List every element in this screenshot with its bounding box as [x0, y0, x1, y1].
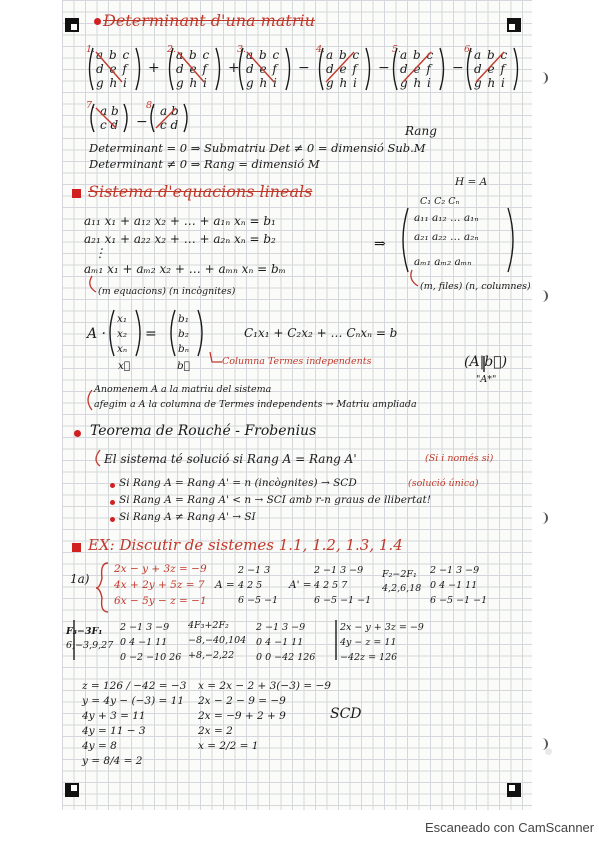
matrix-row: 0 0 −42 126 [256, 652, 316, 663]
matrix-row: 2 −1 3 −9 [256, 622, 306, 633]
solution-step: 4y = 8 [82, 740, 117, 752]
matrix-row: 0 4 −1 11 [430, 580, 478, 591]
det-matrix-row: a b c [326, 48, 361, 62]
det-matrix-row: d e f [400, 62, 432, 76]
solution-step: 2x − 2 − 9 = −9 [198, 695, 286, 707]
a-star-label: "A*" [476, 374, 497, 385]
det-sign: − [298, 60, 310, 76]
exercise-label: 1a) [70, 572, 90, 586]
system-equation-3: 6x − 5y − z = −1 [114, 595, 207, 607]
system-size-note: (m equacions) (n incògnites) [98, 286, 236, 297]
det-sign: + [228, 60, 240, 76]
term-number: 3. [237, 44, 247, 55]
det-matrix-row: g h i [474, 76, 506, 90]
rouche-unique-note: (solució única) [408, 478, 479, 489]
det-matrix-row: g h i [176, 76, 208, 90]
det2x2-row: c d [100, 118, 119, 132]
matrix-row: 2 −1 3 −9 [120, 622, 170, 633]
term-number: 8. [146, 100, 156, 111]
section-title-determinant: Determinant d'una matriu [103, 11, 315, 30]
det-matrix-row: g h i [326, 76, 358, 90]
matrix-row: 6 −5 −1 −1 [430, 595, 488, 606]
vector-x-entries: x₁ x₂ xₙ [117, 313, 128, 355]
det-matrix-row: d e f [176, 62, 208, 76]
equation-row-1: a₁₁ x₁ + a₁₂ x₂ + … + a₁ₙ xₙ = b₁ [84, 214, 276, 228]
rouche-iff-note: (Si i només si) [425, 453, 494, 464]
term-number: 2. [167, 44, 177, 55]
matrix-columns-label: C₁ C₂ Cₙ [420, 196, 460, 207]
system-row: 2x − y + 3z = −9 [340, 622, 424, 633]
solution-step: x = 2x − 2 + 3(−3) = −9 [198, 680, 331, 692]
augmented-matrix-label: (A|b⃗) [464, 354, 508, 370]
rouche-case-scd: Si Rang A = Rang A' = n (incògnites) → SCD [119, 477, 357, 489]
coef-matrix-row-1: a₁₁ a₁₂ … a₁ₙ [414, 212, 479, 224]
det-sign: − [378, 60, 390, 76]
term-number: 1. [86, 44, 96, 55]
matrix-row: 6 −5 −1 [238, 595, 279, 606]
system-row: 4y − z = 11 [340, 637, 397, 648]
matrix-row: 0 4 −1 11 [120, 637, 168, 648]
system-equation-2: 4x + 2y + 5z = 7 [114, 579, 205, 591]
equation-row-m: aₘ₁ x₁ + aₘ₂ x₂ + … + aₘₙ xₙ = bₘ [84, 262, 287, 276]
det-matrix-row: a b c [400, 48, 435, 62]
det-matrix-row: g h i [246, 76, 278, 90]
det-matrix-row: d e f [474, 62, 506, 76]
matrix-row: 4 2 5 7 [314, 580, 348, 591]
rang-label: Rang [405, 124, 437, 138]
row-op-1: F₂−2F₁ [382, 569, 417, 580]
matrix-row: 0 −2 −10 26 [120, 652, 182, 663]
result-label: SCD [330, 706, 362, 722]
matrix-ap-eq-label: A' = [289, 579, 312, 591]
matrix-row: 2 −1 3 −9 [314, 565, 364, 576]
solution-step: 2x = 2 [198, 725, 233, 737]
vector-b-entries: b₁ b₂ bₙ [178, 313, 189, 355]
term-number: 5. [392, 44, 402, 55]
solution-step: z = 126 / −42 = −3 [82, 680, 187, 692]
det-matrix-row: a b c [474, 48, 509, 62]
det-matrix-row: d e f [96, 62, 128, 76]
matrix-size-note: (m, files) (n, columnes) [420, 281, 531, 292]
implies-arrow: ⇒ [374, 236, 386, 252]
rouche-statement: El sistema té solució si Rang A = Rang A' [104, 452, 357, 466]
matrix-row: 4 2 5 [238, 580, 263, 591]
det-matrix-row: a b c [176, 48, 211, 62]
row-op-3-values-b: +8,−2,22 [188, 650, 235, 661]
matrix-row: 6 −5 −1 −1 [314, 595, 372, 606]
matrix-row: 0 4 −1 11 [256, 637, 304, 648]
section-title-systems: Sistema d'equacions lineals [88, 182, 313, 201]
vector-b-name: b⃗ [177, 360, 191, 372]
det-matrix-row: g h i [96, 76, 128, 90]
naming-line-2: afegim a A la columna de Termes independents → Matriu ampliada [94, 399, 417, 410]
matrix-heading-a: H = A [455, 176, 488, 188]
determinant-line-2: Determinant ≠ 0 ⇒ Rang = dimensió M [89, 157, 320, 171]
det-matrix-row: a b c [246, 48, 281, 62]
system-row: −42z = 126 [340, 652, 398, 663]
solution-step: 4y + 3 = 11 [82, 710, 146, 722]
row-op-1-values: 4,2,6,18 [382, 583, 422, 594]
row-op-3-values: −8,−40,104 [188, 635, 247, 646]
linear-combination: C₁x₁ + C₂x₂ + … Cₙxₙ = b [244, 326, 398, 340]
det-matrix-row: d e f [326, 62, 358, 76]
section-title-exercise: EX: Discutir de sistemes 1.1, 1.2, 1.3, 1.4 [88, 536, 403, 554]
naming-line-1: Anomenem A a la matriu del sistema [94, 384, 272, 395]
solution-step: y = 8/4 = 2 [82, 755, 143, 767]
system-equation-1: 2x − y + 3z = −9 [114, 563, 207, 575]
coef-matrix-row-3: aₘ₁ aₘ₂ aₘₙ [414, 256, 472, 268]
solution-step: 4y = 11 − 3 [82, 725, 146, 737]
det-matrix-row: g h i [400, 76, 432, 90]
term-number: 6. [464, 44, 474, 55]
determinant-line-1: Determinant = 0 ⇒ Submatriu Det ≠ 0 = dimensió Sub.M [89, 141, 426, 155]
equals-sign: = [145, 326, 157, 342]
matrix-a-label: A · [87, 326, 107, 342]
solution-step: 2x = −9 + 2 + 9 [198, 710, 286, 722]
solution-step: x = 2/2 = 1 [198, 740, 259, 752]
section-title-rouche: Teorema de Rouché - Frobenius [90, 423, 317, 439]
matrix-a-eq-label: A = [215, 579, 235, 591]
row-op-3: 4F₃+2F₂ [188, 620, 229, 631]
det2x2-row: c d [160, 118, 179, 132]
matrix-row: 2 −1 3 −9 [430, 565, 480, 576]
row-op-2-values: 6,−3,9,27 [66, 640, 114, 651]
term-number: 7. [86, 100, 96, 111]
rouche-case-si: Si Rang A ≠ Rang A' → SI [119, 511, 256, 523]
det-matrix-row: d e f [246, 62, 278, 76]
solution-step: y = 4y − (−3) = 11 [82, 695, 184, 707]
equation-row-2: a₂₁ x₁ + a₂₂ x₂ + … + a₂ₙ xₙ = b₂ [84, 232, 276, 246]
term-number: 4. [316, 44, 326, 55]
independent-terms-note: Columna Termes independents [222, 356, 372, 367]
vector-x-name: x⃗ [118, 360, 131, 372]
coef-matrix-row-2: a₂₁ a₂₂ … a₂ₙ [414, 231, 479, 243]
scanner-footer: Escaneado con CamScanner [425, 820, 595, 835]
rouche-case-sci: Si Rang A = Rang A' < n → SCI amb r-n graus de llibertat! [119, 494, 431, 506]
row-op-2: F₃−3F₁ [66, 626, 103, 637]
det2x2-row: a b [160, 104, 179, 118]
matrix-row: 2 −1 3 [238, 565, 271, 576]
det-sign: + [148, 60, 160, 76]
equation-vdots: ⋮ [94, 246, 106, 260]
det-sign: − [452, 60, 464, 76]
det2x2-row: a b [100, 104, 119, 118]
det-matrix-row: a b c [96, 48, 131, 62]
det2x2-minus: − [136, 114, 148, 130]
